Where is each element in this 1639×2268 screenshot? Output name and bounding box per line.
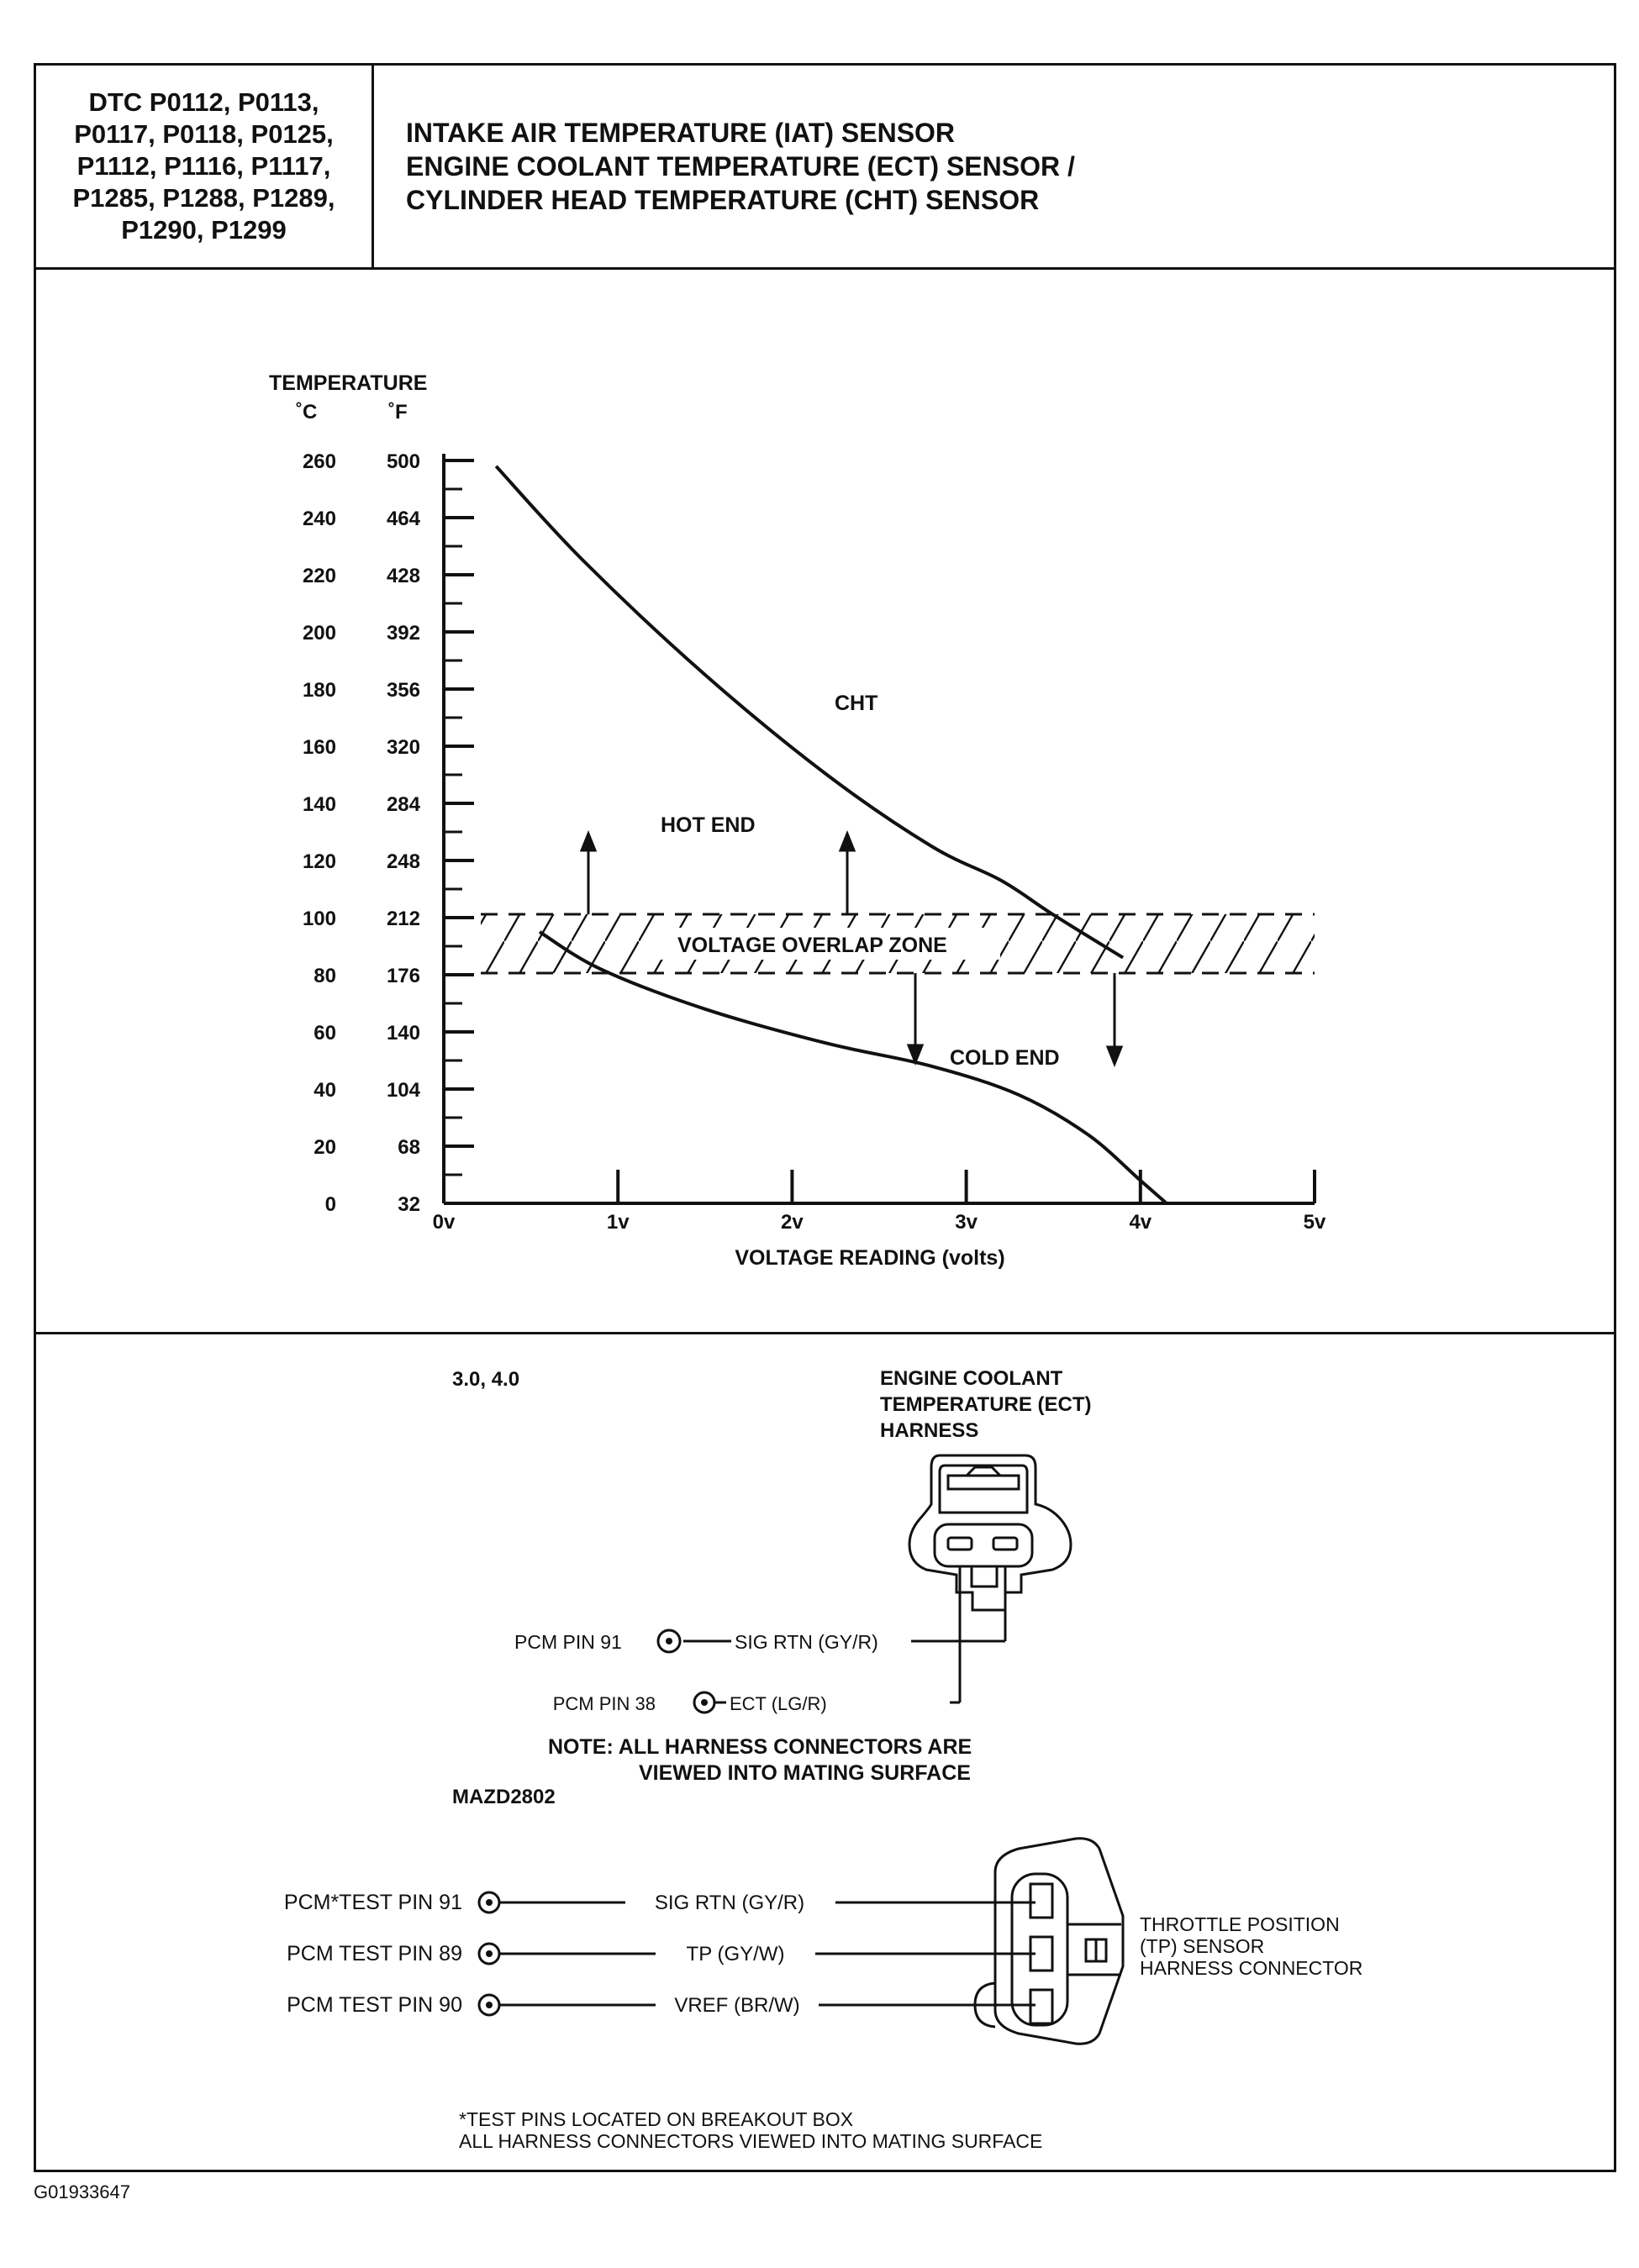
note-line: NOTE: ALL HARNESS CONNECTORS ARE <box>548 1735 972 1759</box>
dtc-line: P1290, P1299 <box>121 215 287 245</box>
y-tick-label-f: 68 <box>398 1136 420 1159</box>
ect-harness-title: HARNESS <box>880 1419 979 1442</box>
y-tick-label-c: 200 <box>302 622 336 645</box>
y-tick-label-c: 260 <box>302 450 336 473</box>
unit-f-label: ˚F <box>388 401 408 424</box>
y-tick-label-c: 40 <box>314 1079 336 1102</box>
y-tick-label-c: 80 <box>314 965 336 987</box>
dtc-line: P1112, P1116, P1117, <box>76 151 331 181</box>
figure-code: G01933647 <box>34 2181 130 2202</box>
x-tick-label: 0v <box>432 1211 456 1234</box>
pcm-pin-38-label: PCM PIN 38 <box>552 1693 656 1714</box>
ect-connector-icon <box>909 1455 1071 1610</box>
hot-end-label: HOT END <box>661 813 756 837</box>
x-tick-label: 4v <box>1129 1211 1152 1234</box>
tp-wire-label: TP (GY/W) <box>686 1943 785 1965</box>
y-tick-label-c: 160 <box>302 736 336 759</box>
note-line: VIEWED INTO MATING SURFACE <box>639 1761 971 1785</box>
ect-wire-label: ECT (LG/R) <box>730 1693 827 1714</box>
tp-connector-label: HARNESS CONNECTOR <box>1140 1957 1363 1979</box>
pcm-pin-91-dot <box>666 1638 672 1644</box>
title-line: CYLINDER HEAD TEMPERATURE (CHT) SENSOR <box>406 185 1040 215</box>
ect-harness-title: ENGINE COOLANT <box>880 1367 1063 1390</box>
chart-series <box>496 466 1167 1203</box>
engine-label: 3.0, 4.0 <box>452 1368 520 1391</box>
dtc-line: P0117, P0118, P0125, <box>74 119 334 149</box>
y-tick-label-f: 320 <box>386 736 420 759</box>
hot-end-arrows <box>582 834 854 914</box>
tp-connector-label: (TP) SENSOR <box>1140 1935 1265 1957</box>
y-tick-label-c: 240 <box>302 508 336 530</box>
pcm-pin-38-dot <box>701 1699 708 1706</box>
y-tick-label-f: 248 <box>386 850 420 873</box>
y-axis-title: TEMPERATURE <box>269 371 428 395</box>
y-tick-label-f: 284 <box>386 793 420 816</box>
diagram-code: MAZD2802 <box>452 1786 556 1808</box>
y-tick-label-c: 20 <box>314 1136 336 1159</box>
y-tick-label-f: 428 <box>386 565 420 587</box>
y-tick-label-f: 176 <box>386 965 420 987</box>
sig-rtn-wire-label: SIG RTN (GY/R) <box>735 1631 878 1653</box>
y-tick-label-c: 60 <box>314 1022 336 1045</box>
tp-pin-label: PCM TEST PIN 89 <box>287 1942 462 1965</box>
x-axis <box>433 1170 1326 1234</box>
x-axis-title: VOLTAGE READING (volts) <box>735 1246 1005 1270</box>
y-tick-label-f: 32 <box>398 1193 420 1216</box>
x-tick-label: 3v <box>955 1211 978 1234</box>
y-tick-label-f: 140 <box>386 1022 420 1045</box>
ect-harness-title: TEMPERATURE (ECT) <box>880 1393 1092 1416</box>
pcm-pin-91-label: PCM PIN 91 <box>514 1631 622 1653</box>
x-tick-label: 2v <box>781 1211 804 1234</box>
dtc-line: DTC P0112, P0113, <box>88 87 319 117</box>
overlap-zone-label: VOLTAGE OVERLAP ZONE <box>677 934 947 957</box>
tp-note: *TEST PINS LOCATED ON BREAKOUT BOX <box>459 2108 854 2130</box>
title-line: INTAKE AIR TEMPERATURE (IAT) SENSOR <box>406 118 956 148</box>
tp-note: ALL HARNESS CONNECTORS VIEWED INTO MATING SURFACE <box>459 2130 1043 2152</box>
cht-label: CHT <box>835 692 878 715</box>
y-tick-label-f: 392 <box>386 622 420 645</box>
y-axis <box>303 450 474 1216</box>
y-tick-label-f: 212 <box>386 908 420 930</box>
unit-c-label: ˚C <box>296 401 318 424</box>
title-line: ENGINE COOLANT TEMPERATURE (ECT) SENSOR / <box>406 151 1075 182</box>
y-tick-label-c: 220 <box>302 565 336 587</box>
y-tick-label-c: 0 <box>324 1193 336 1216</box>
x-tick-label: 5v <box>1303 1211 1326 1234</box>
tp-terminal-dots <box>486 1899 493 2008</box>
cht-curve <box>496 466 1123 958</box>
dtc-line: P1285, P1288, P1289, <box>72 183 335 213</box>
y-tick-label-c: 120 <box>302 850 336 873</box>
y-tick-label-f: 464 <box>386 508 420 530</box>
tp-pin-label: PCM*TEST PIN 91 <box>283 1891 462 1914</box>
x-tick-label: 1v <box>606 1211 630 1234</box>
tp-wire-label: VREF (BR/W) <box>674 1994 800 2017</box>
y-tick-label-f: 500 <box>386 450 420 473</box>
y-tick-label-c: 180 <box>302 679 336 702</box>
cold-end-label: COLD END <box>950 1046 1060 1070</box>
tp-connector-icon <box>975 1839 1123 2044</box>
y-tick-label-c: 100 <box>302 908 336 930</box>
y-tick-label-f: 104 <box>386 1079 420 1102</box>
y-tick-label-c: 140 <box>302 793 336 816</box>
tp-connector-label: THROTTLE POSITION <box>1140 1913 1340 1935</box>
y-tick-label-f: 356 <box>386 679 420 702</box>
tp-pin-label: PCM TEST PIN 90 <box>287 1993 462 2017</box>
tp-wire-label: SIG RTN (GY/R) <box>654 1892 805 1914</box>
